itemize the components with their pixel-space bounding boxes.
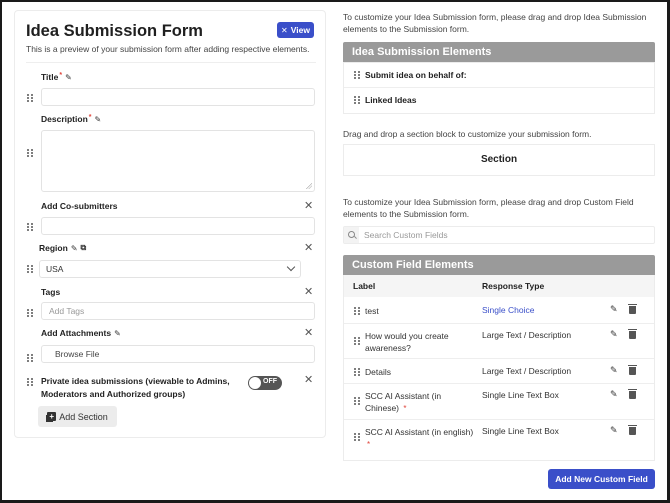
divider	[26, 62, 316, 63]
drag-handle-icon[interactable]	[27, 149, 33, 158]
trash-icon[interactable]	[629, 331, 636, 339]
drag-handle-icon[interactable]	[354, 307, 360, 316]
edit-icon[interactable]: ✎	[610, 389, 618, 399]
browse-file-button[interactable]: Browse File	[41, 345, 315, 363]
custom-field-type: Single Line Text Box	[482, 426, 559, 436]
field-label-description: Description * ✎	[41, 114, 102, 124]
custom-field-elements-header: Custom Field Elements	[343, 255, 655, 275]
custom-field-type: Large Text / Description	[482, 366, 572, 376]
drag-handle-icon[interactable]	[27, 309, 33, 318]
table-row[interactable]	[344, 420, 654, 460]
expand-icon: ✕	[281, 25, 288, 35]
add-section-button[interactable]	[38, 406, 117, 427]
drag-handle-icon[interactable]	[354, 337, 360, 346]
title-input[interactable]	[41, 88, 315, 106]
remove-field-close-icon[interactable]: ✕	[304, 374, 314, 386]
table-row[interactable]	[344, 359, 654, 384]
table-row[interactable]	[344, 324, 654, 359]
drag-handle-icon[interactable]	[354, 433, 360, 442]
view-button[interactable]	[277, 22, 314, 38]
toggle-state: OFF	[263, 378, 277, 385]
section-block[interactable]: Section	[343, 144, 655, 176]
element-linked-ideas[interactable]: Linked Ideas	[344, 88, 654, 113]
private-submissions-toggle[interactable]	[248, 376, 282, 390]
edit-icon[interactable]: ✎	[114, 328, 121, 338]
edit-icon[interactable]: ✎	[70, 243, 78, 253]
trash-icon[interactable]	[629, 367, 636, 375]
co-submitters-input[interactable]	[41, 217, 315, 235]
edit-icon[interactable]: ✎	[65, 72, 72, 82]
edit-icon[interactable]: ✎	[94, 114, 102, 124]
custom-field-label: Details	[365, 367, 391, 377]
field-label-region: Region ✎ ⧉	[39, 243, 87, 253]
copy-icon[interactable]: ⧉	[80, 243, 87, 252]
drag-handle-icon[interactable]	[27, 378, 33, 387]
edit-icon[interactable]: ✎	[610, 304, 618, 314]
view-button-label: View	[290, 25, 310, 35]
table-header	[344, 275, 654, 297]
form-preview-card	[14, 10, 326, 438]
description-textarea[interactable]	[41, 130, 315, 192]
add-section-icon: +	[47, 412, 56, 421]
custom-field-label: SCC AI Assistant (in english) *	[365, 427, 474, 449]
required-marker: *	[59, 72, 63, 79]
search-icon	[344, 227, 359, 243]
table-row[interactable]	[344, 297, 654, 324]
private-submissions-label: Private idea submissions (viewable to Admins, Moderators and Authorized groups)	[41, 376, 230, 399]
chevron-down-icon	[287, 263, 295, 271]
drag-handle-icon[interactable]	[27, 223, 33, 232]
column-response-type: Response Type	[482, 281, 545, 291]
table-row[interactable]	[344, 384, 654, 420]
column-label: Label	[353, 281, 376, 291]
trash-icon[interactable]	[629, 306, 636, 314]
remove-field-close-icon[interactable]: ✕	[304, 327, 314, 339]
custom-field-type: Single Line Text Box	[482, 390, 559, 400]
add-new-custom-field-button[interactable]: Add New Custom Field	[548, 469, 655, 489]
trash-icon[interactable]	[629, 427, 636, 435]
region-select[interactable]: USA	[39, 260, 301, 278]
remove-field-close-icon[interactable]: ✕	[304, 242, 314, 254]
search-custom-fields-input[interactable]	[364, 228, 644, 242]
custom-field-label: test	[365, 306, 379, 316]
section-instructions: Drag and drop a section block to customize your submission form.	[343, 129, 592, 139]
search-custom-fields	[343, 226, 655, 244]
custom-field-type: Large Text / Description	[482, 330, 572, 340]
idea-submission-elements-header: Idea Submission Elements	[343, 42, 655, 62]
resize-handle-icon[interactable]	[306, 183, 312, 189]
required-marker: *	[403, 404, 407, 413]
custom-field-table	[343, 275, 655, 461]
edit-icon[interactable]: ✎	[610, 425, 618, 435]
add-section-label: Add Section	[59, 411, 108, 422]
edit-icon[interactable]: ✎	[610, 365, 618, 375]
custom-field-type-link[interactable]: Single Choice	[482, 305, 535, 315]
remove-field-close-icon[interactable]: ✕	[304, 286, 314, 298]
trash-icon[interactable]	[629, 391, 636, 399]
drag-handle-icon[interactable]	[354, 96, 360, 105]
required-marker: *	[88, 114, 92, 121]
custom-field-label: How would you create awareness?	[365, 331, 449, 353]
edit-icon[interactable]: ✎	[610, 329, 618, 339]
drag-handle-icon[interactable]	[27, 354, 33, 363]
element-submit-on-behalf[interactable]: Submit idea on behalf of:	[344, 63, 654, 88]
drag-handle-icon[interactable]	[27, 94, 33, 103]
remove-field-close-icon[interactable]: ✕	[304, 200, 314, 212]
drag-handle-icon[interactable]	[354, 368, 360, 377]
field-label-tags: Tags	[41, 287, 61, 297]
form-title: Idea Submission Form	[26, 22, 203, 40]
toggle-knob	[249, 377, 261, 389]
required-marker: *	[367, 440, 371, 449]
field-label-title: Title * ✎	[41, 72, 72, 82]
custom-field-label: SCC AI Assistant (in Chinese) *	[365, 391, 442, 413]
drag-handle-icon[interactable]	[354, 397, 360, 406]
idea-submission-elements-list	[343, 62, 655, 114]
field-label-attachments: Add Attachments ✎	[41, 328, 121, 338]
idea-elements-instructions: To customize your Idea Submission form, please drag and drop Idea Submission elements to the Submission form.	[343, 12, 647, 34]
drag-handle-icon[interactable]	[354, 71, 360, 80]
field-label-co-submitters: Add Co-submitters	[41, 201, 118, 211]
form-subtitle: This is a preview of your submission form after adding respective elements.	[26, 44, 310, 54]
tags-input[interactable]: Add Tags	[41, 302, 315, 320]
drag-handle-icon[interactable]	[27, 265, 33, 274]
custom-field-instructions: To customize your Idea Submission form, please drag and drop Custom Field elements to the Submission form.	[343, 197, 634, 219]
